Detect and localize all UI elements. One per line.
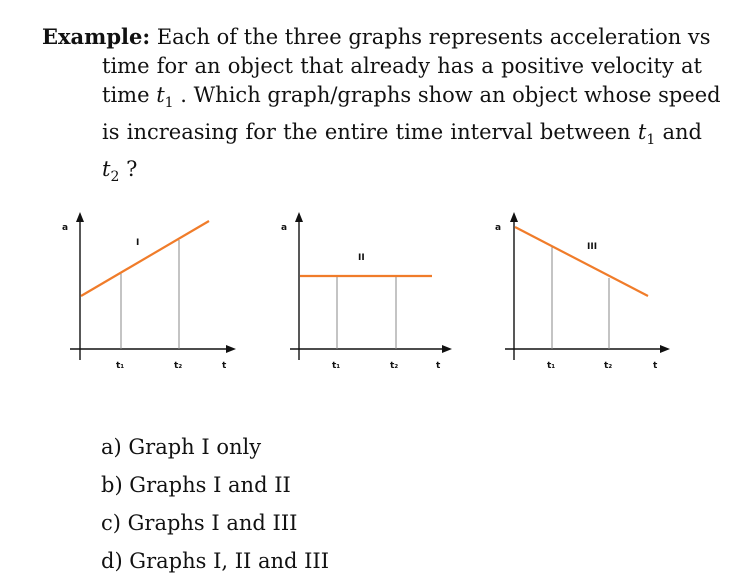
graph-3-t1-label: t₁	[547, 361, 556, 371]
graph-1	[62, 212, 236, 371]
graph-3-y-axis-label: a	[495, 223, 502, 233]
question-line-2: time for an object that already has a positive velocity at	[102, 54, 702, 78]
graph-2-label: II	[358, 253, 365, 263]
graph-1-t1-label: t₁	[116, 361, 125, 371]
question-mark: ?	[126, 157, 138, 182]
t2-symbol: $t_2$	[102, 157, 120, 186]
question-line-1	[42, 22, 711, 52]
question-line-4-text: is increasing for the entire time interval between	[102, 120, 631, 145]
graphs-figure	[0, 200, 734, 390]
question-line-3-end: . Which graph/graphs show an object whose speed	[180, 83, 721, 107]
answer-option-c[interactable]: c) Graphs I and III	[101, 511, 298, 535]
graph-3	[495, 212, 670, 371]
question-line-3	[42, 81, 721, 118]
graph-1-t2-label: t₂	[174, 361, 183, 371]
graph-3-x-arrow	[660, 345, 670, 353]
example-label: Example:	[42, 24, 151, 49]
graph-3-x-axis-label: t	[653, 361, 658, 371]
graph-3-label: III	[587, 242, 598, 252]
graph-1-x-arrow	[226, 345, 236, 353]
graph-1-y-axis-label: a	[62, 223, 69, 233]
graph-3-line	[515, 227, 648, 296]
graph-2-t2-label: t₂	[390, 361, 399, 371]
graph-3-t2-label: t₂	[604, 361, 613, 371]
graph-2-y-arrow	[295, 212, 303, 222]
question-line-5	[42, 155, 702, 192]
graph-3-y-arrow	[510, 212, 518, 222]
graph-2-x-arrow	[442, 345, 452, 353]
answer-option-a[interactable]: a) Graph I only	[101, 435, 262, 459]
and-word: and	[662, 120, 702, 145]
graph-1-x-axis-label: t	[222, 361, 227, 371]
graph-1-line	[81, 221, 209, 296]
graph-1-y-arrow	[76, 212, 84, 222]
answer-options	[101, 428, 329, 580]
question-text	[42, 22, 721, 193]
graph-1-label: I	[136, 238, 140, 248]
answer-option-d[interactable]: d) Graphs I, II and III	[101, 549, 330, 573]
t1-symbol-2: $t_1$	[637, 120, 656, 149]
t1-symbol: $t_1$	[156, 83, 174, 112]
graph-2-x-axis-label: t	[436, 361, 441, 371]
question-line-1-text: Each of the three graphs represents acceleration vs	[156, 25, 711, 49]
question-line-3-start: time	[102, 83, 150, 107]
graph-2-t1-label: t₁	[332, 361, 341, 371]
graph-2-y-axis-label: a	[281, 223, 288, 233]
question-line-4	[42, 118, 702, 155]
answer-option-b[interactable]: b) Graphs I and II	[101, 473, 291, 497]
graph-2	[281, 212, 452, 371]
